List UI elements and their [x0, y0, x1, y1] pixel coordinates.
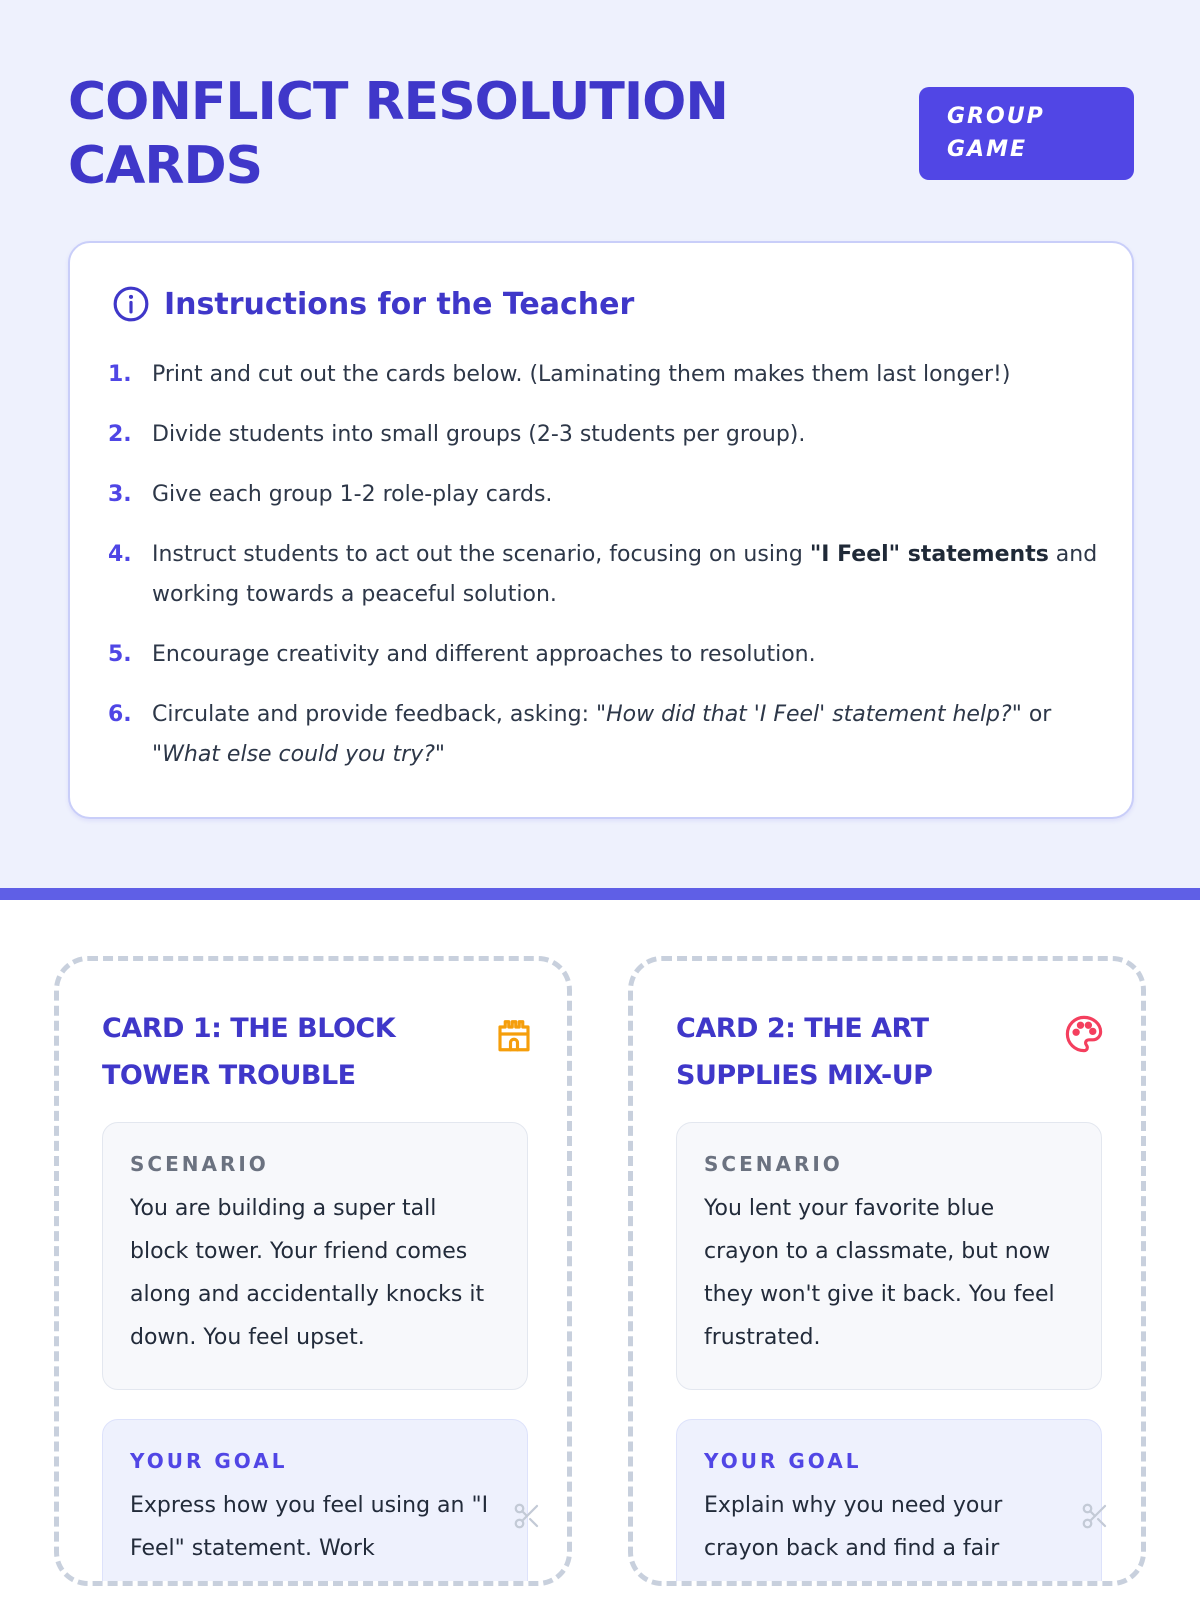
step-text-part: Circulate and provide feedback, asking: [152, 702, 596, 727]
step-text: Print and cut out the cards below. (Laminating them makes them last longer!) [152, 362, 1011, 387]
scissors-icon [512, 1501, 542, 1531]
instruction-step [108, 535, 1108, 615]
step-text [152, 535, 1108, 615]
goal-box [102, 1419, 528, 1581]
card-body [633, 961, 1141, 1581]
scenario-label: SCENARIO [704, 1152, 843, 1176]
step-text-part: Instruct students to act out the scenario, focusing on using [152, 542, 810, 567]
palette-icon [1063, 1013, 1105, 1055]
instruction-step [108, 475, 1108, 515]
instructions-panel [68, 241, 1134, 819]
section-divider [0, 888, 1200, 900]
step-text: Divide students into small groups (2-3 students per group). [152, 422, 806, 447]
page-title: CONFLICT RESOLUTION CARDS [68, 72, 728, 196]
i-feel-emphasis: "I Feel" statements [809, 542, 1049, 567]
instruction-step [108, 695, 1108, 775]
feedback-question: "What else could you try?" [152, 742, 446, 767]
goal-label: YOUR GOAL [704, 1449, 862, 1473]
goal-text: Express how you feel using an "I Feel" statement. Work [130, 1493, 489, 1561]
feedback-question: "How did that 'I Feel' statement help?" [595, 702, 1022, 727]
scenario-text: You are building a super tall block tower. Your friend comes along and accidentally knocks it down. You feel upset. [130, 1196, 485, 1350]
scenario-label: SCENARIO [130, 1152, 269, 1176]
card-body [59, 961, 567, 1581]
step-text-part: or [1021, 702, 1052, 727]
step-text: Give each group 1-2 role-play cards. [152, 482, 553, 507]
group-game-badge: GROUP GAME [919, 87, 1134, 180]
card-title: CARD 2: THE ART SUPPLIES MIX-UP [676, 1013, 933, 1091]
step-text: Encourage creativity and different approaches to resolution. [152, 642, 816, 667]
castle-icon [493, 1013, 535, 1055]
goal-box [676, 1419, 1102, 1581]
step-number: 4. [108, 542, 132, 567]
card-title: CARD 1: THE BLOCK TOWER TROUBLE [102, 1013, 396, 1091]
role-play-card [54, 956, 572, 1586]
scenario-box [676, 1122, 1102, 1390]
instruction-step [108, 355, 1108, 395]
scissors-icon [1080, 1501, 1110, 1531]
goal-label: YOUR GOAL [130, 1449, 288, 1473]
goal-text: Explain why you need your crayon back and find a fair [704, 1493, 1003, 1561]
role-play-card [628, 956, 1146, 1586]
info-icon [112, 285, 150, 323]
step-text-part: and working towards a peaceful solution. [152, 542, 1098, 607]
step-number: 3. [108, 482, 132, 507]
step-text [152, 695, 1108, 775]
instructions-list [108, 355, 1108, 795]
step-number: 5. [108, 642, 132, 667]
scenario-box [102, 1122, 528, 1390]
instructions-title: Instructions for the Teacher [164, 286, 635, 322]
instructions-header [112, 285, 634, 323]
step-number: 2. [108, 422, 132, 447]
step-number: 1. [108, 362, 132, 387]
instruction-step [108, 415, 1108, 455]
scenario-text: You lent your favorite blue crayon to a classmate, but now they won't give it back. You feel frustrated. [704, 1196, 1055, 1350]
instruction-step [108, 635, 1108, 675]
step-number: 6. [108, 702, 132, 727]
